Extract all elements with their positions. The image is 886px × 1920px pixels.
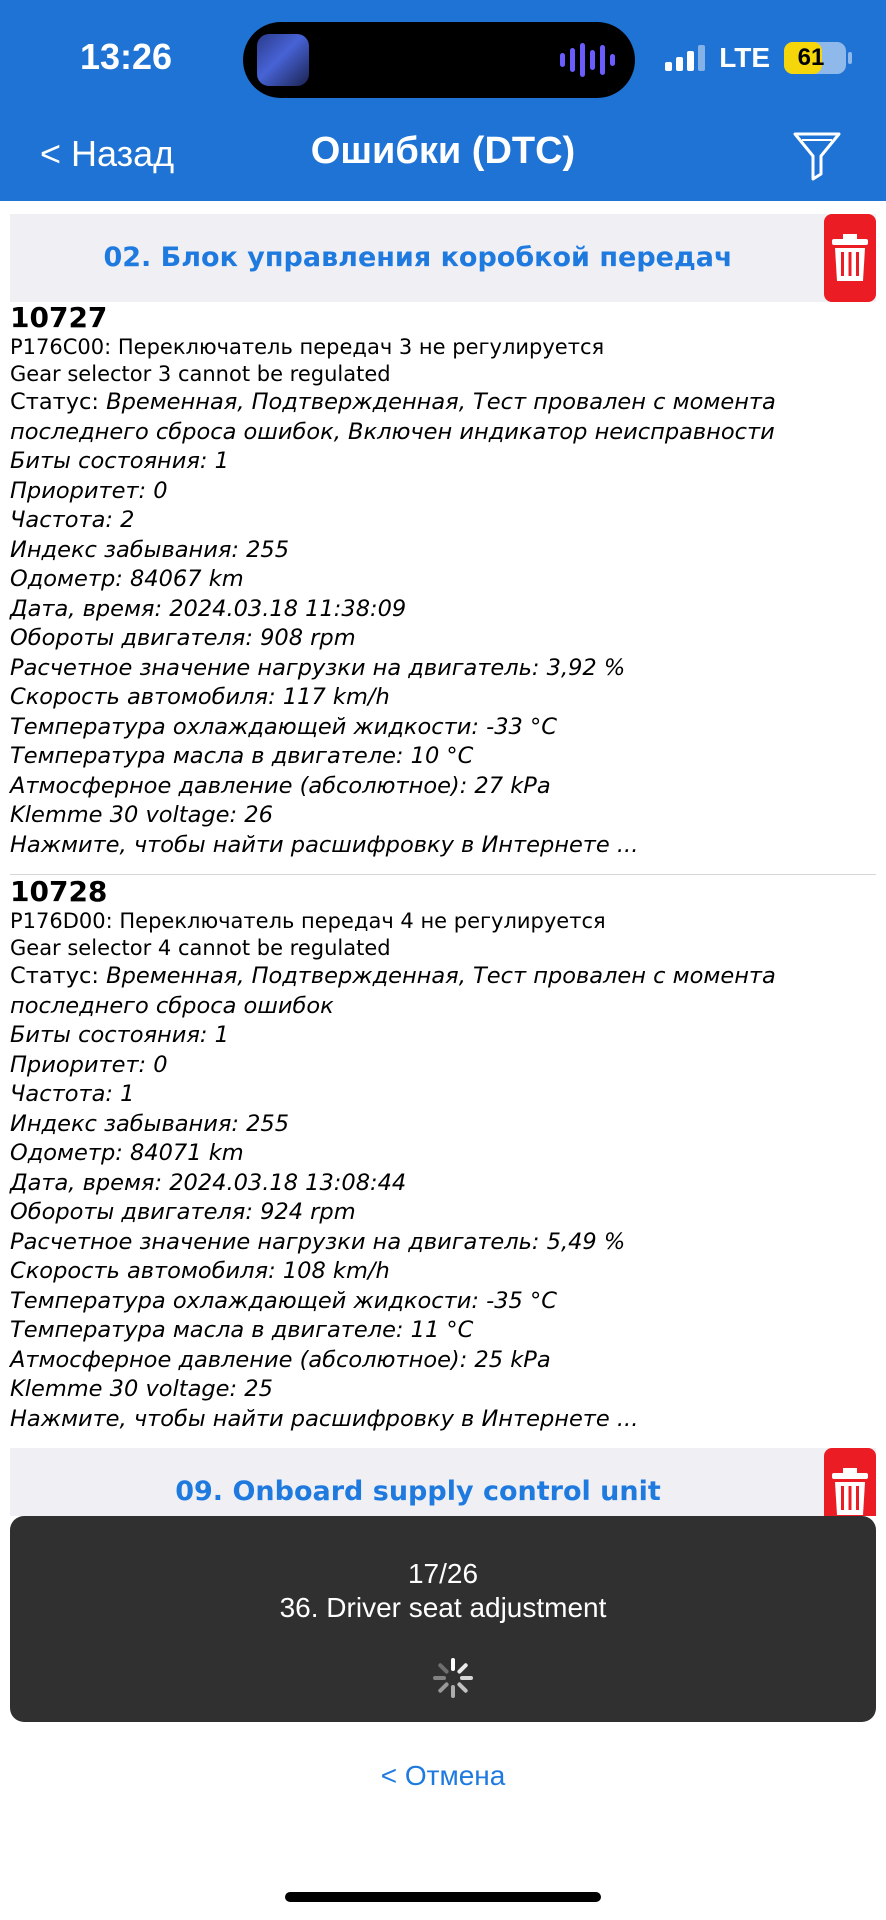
dtc-klemme-voltage: Klemme 30 voltage: 25: [10, 1376, 273, 1402]
dtc-engine-load: Расчетное значение нагрузки на двигатель: 3,92 %: [10, 654, 626, 681]
back-button[interactable]: < Назад: [40, 133, 175, 174]
progress-count: 17/26: [407, 1558, 479, 1589]
filter-icon[interactable]: [792, 130, 842, 182]
battery-icon: [784, 42, 846, 74]
dtc-status-cont: последнего сброса ошибок: [10, 992, 334, 1019]
dtc-engine-load: Расчетное значение нагрузки на двигатель: 5,49 %: [10, 1228, 626, 1255]
trash-icon[interactable]: [824, 1448, 876, 1516]
module-header: [10, 1448, 876, 1516]
loading-spinner-icon: [431, 1656, 475, 1700]
dtc-coolant-temp: Температура охлаждающей жидкости: -33 °C: [10, 713, 557, 740]
dtc-status-cont: последнего сброса ошибок, Включен индикатор неисправности: [10, 418, 775, 445]
dtc-description-en: Gear selector 4 cannot be regulated: [10, 936, 391, 960]
dtc-status: [10, 962, 876, 992]
dtc-status-value: Временная, Подтвержденная, Тест провален с момента: [106, 389, 776, 415]
dtc-oil-temp: Температура масла в двигателе: 10 °C: [10, 743, 474, 769]
battery-tip: [848, 52, 852, 64]
trash-icon[interactable]: [824, 214, 876, 302]
module-title[interactable]: 09. Onboard supply control unit: [175, 1476, 661, 1507]
dtc-search-link[interactable]: Нажмите, чтобы найти расшифровку в Интернете ...: [10, 1405, 639, 1432]
dynamic-island[interactable]: [243, 22, 635, 98]
dtc-forget-index: Индекс забывания: 255: [10, 1110, 290, 1137]
app-header: [0, 0, 886, 201]
divider: [10, 874, 876, 875]
dtc-datetime: Дата, время: 2024.03.18 11:38:09: [10, 595, 407, 622]
dtc-entry[interactable]: [10, 302, 876, 860]
dtc-status-label: Статус:: [10, 389, 107, 415]
dtc-code: P176C00: Переключатель передач 3 не регулируется: [10, 335, 605, 359]
module-title[interactable]: 02. Блок управления коробкой передач: [103, 242, 733, 273]
dtc-number: 10727: [10, 301, 108, 334]
dtc-frequency: Частота: 1: [10, 1081, 135, 1107]
network-type: LTE: [719, 42, 770, 73]
progress-toast: [10, 1516, 876, 1722]
dtc-description-en: Gear selector 3 cannot be regulated: [10, 362, 391, 386]
dtc-vehicle-speed: Скорость автомобиля: 108 km/h: [10, 1258, 390, 1284]
status-indicators: [665, 42, 846, 74]
battery-percentage: 61: [797, 44, 825, 71]
dtc-status-bits: Биты состояния: 1: [10, 1022, 229, 1048]
dtc-engine-rpm: Обороты двигателя: 908 rpm: [10, 625, 356, 651]
dtc-datetime: Дата, время: 2024.03.18 13:08:44: [10, 1169, 407, 1196]
audio-waveform-icon: [560, 42, 615, 78]
dtc-entry[interactable]: [10, 876, 876, 1434]
dtc-priority: Приоритет: 0: [10, 477, 168, 504]
dtc-status-bits: Биты состояния: 1: [10, 448, 229, 474]
dtc-forget-index: Индекс забывания: 255: [10, 536, 290, 563]
dtc-coolant-temp: Температура охлаждающей жидкости: -35 °C: [10, 1287, 557, 1314]
now-playing-artwork[interactable]: [257, 34, 309, 86]
dtc-status: [10, 388, 876, 418]
cancel-button[interactable]: < Отмена: [380, 1760, 506, 1791]
dtc-atm-pressure: Атмосферное давление (абсолютное): 27 kPa: [10, 772, 551, 799]
page-title: Ошибки (DTC): [310, 130, 576, 172]
dtc-status-value: Временная, Подтвержденная, Тест провален с момента: [106, 963, 776, 989]
status-time: 13:26: [80, 36, 173, 77]
dtc-klemme-voltage: Klemme 30 voltage: 26: [10, 802, 273, 828]
dtc-vehicle-speed: Скорость автомобиля: 117 km/h: [10, 684, 390, 710]
dtc-frequency: Частота: 2: [10, 507, 135, 533]
dtc-search-link[interactable]: Нажмите, чтобы найти расшифровку в Интернете ...: [10, 831, 639, 858]
progress-current-module: 36. Driver seat adjustment: [279, 1592, 607, 1623]
dtc-odometer: Одометр: 84071 km: [10, 1140, 244, 1166]
dtc-number: 10728: [10, 875, 108, 908]
dtc-odometer: Одометр: 84067 km: [10, 566, 244, 592]
cellular-signal-icon: [665, 45, 705, 71]
dtc-status-label: Статус:: [10, 963, 107, 989]
dtc-engine-rpm: Обороты двигателя: 924 rpm: [10, 1199, 356, 1225]
dtc-priority: Приоритет: 0: [10, 1051, 168, 1078]
dtc-oil-temp: Температура масла в двигателе: 11 °C: [10, 1317, 474, 1343]
dtc-code: P176D00: Переключатель передач 4 не регулируется: [10, 909, 606, 933]
home-indicator[interactable]: [285, 1892, 601, 1902]
dtc-atm-pressure: Атмосферное давление (абсолютное): 25 kPa: [10, 1346, 551, 1373]
module-header: [10, 214, 876, 302]
